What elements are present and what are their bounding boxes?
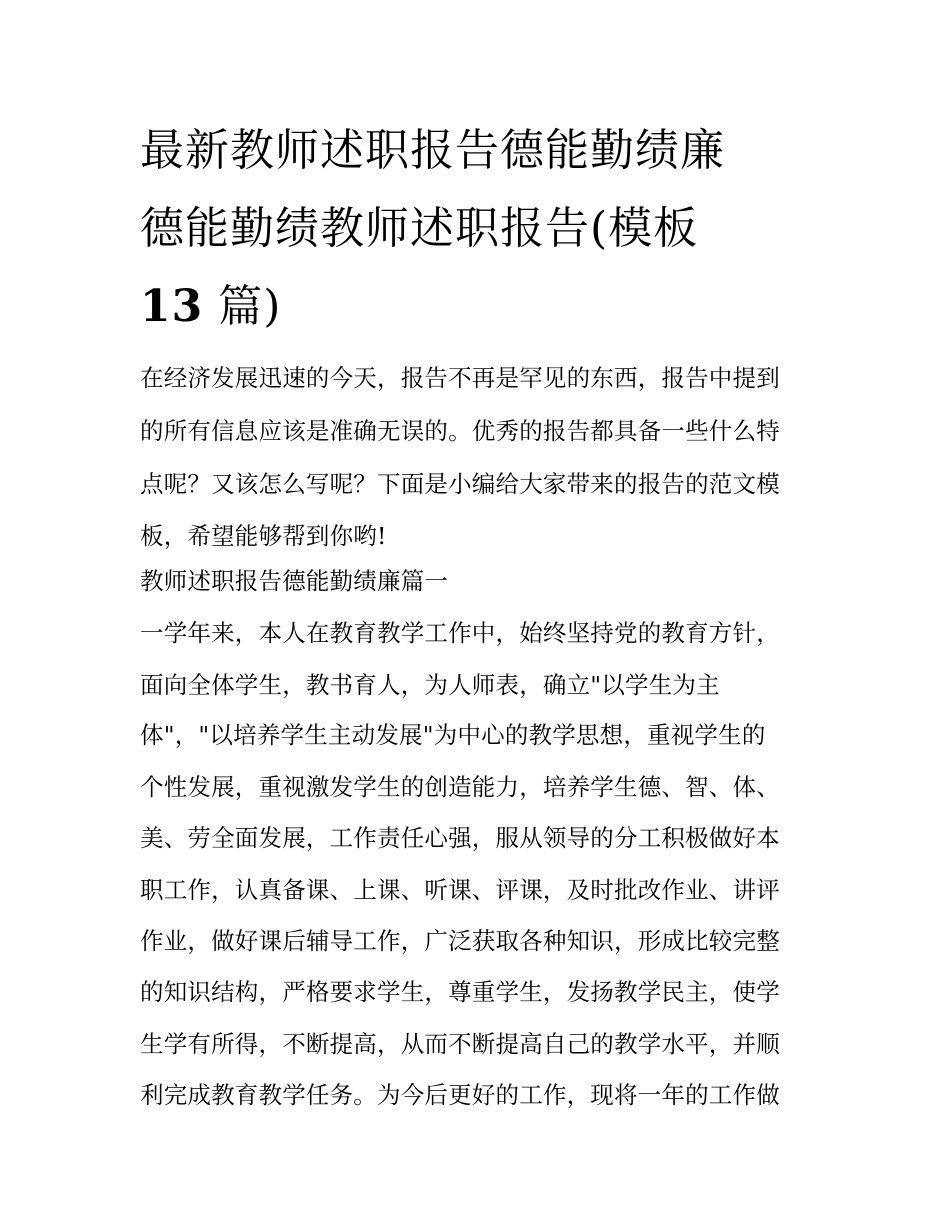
title-suffix: 篇) — [203, 281, 282, 332]
section-paragraph-line: 体"，"以培养学生主动发展"为中心的教学思想，重视学生的 — [140, 721, 766, 749]
section-heading: 教师述职报告德能勤绩廉篇一 — [140, 567, 449, 595]
section-paragraph-line: 个性发展，重视激发学生的创造能力，培养学生德、智、体、 — [140, 773, 780, 801]
section-paragraph-line: 美、劳全面发展，工作责任心强，服从领导的分工积极做好本 — [140, 824, 780, 852]
section-paragraph-line: 作业，做好课后辅导工作，广泛获取各种知识，形成比较完整 — [140, 927, 780, 955]
section-paragraph-line: 一学年来，本人在教育教学工作中，始终坚持党的教育方针， — [140, 619, 780, 647]
intro-paragraph-line: 在经济发展迅速的今天，报告不再是罕见的东西，报告中提到 — [140, 364, 780, 392]
section-paragraph-line: 职工作，认真备课、上课、听课、评课，及时批改作业、讲评 — [140, 876, 780, 904]
intro-paragraph-line: 的所有信息应该是准确无误的。优秀的报告都具备一些什么特 — [140, 417, 780, 445]
intro-paragraph-line: 点呢？又该怎么写呢？下面是小编给大家带来的报告的范文模 — [140, 470, 780, 498]
section-paragraph-line: 的知识结构，严格要求学生，尊重学生，发扬教学民主，使学 — [140, 978, 780, 1006]
title-line: 最新教师述职报告德能勤绩廉 — [140, 125, 725, 176]
title-line — [140, 268, 820, 346]
intro-paragraph-line: 板，希望能够帮到你哟! — [140, 522, 387, 550]
title-line: 德能勤绩教师述职报告(模板 — [140, 203, 699, 254]
section-paragraph-line: 面向全体学生，教书育人，为人师表，确立"以学生为主 — [140, 671, 720, 699]
section-paragraph-line: 利完成教育教学任务。为今后更好的工作，现将一年的工作做 — [140, 1081, 780, 1109]
document-title — [140, 112, 820, 346]
title-number: 13 — [140, 281, 204, 332]
section-paragraph-line: 生学有所得，不断提高，从而不断提高自己的教学水平，并顺 — [140, 1030, 780, 1058]
